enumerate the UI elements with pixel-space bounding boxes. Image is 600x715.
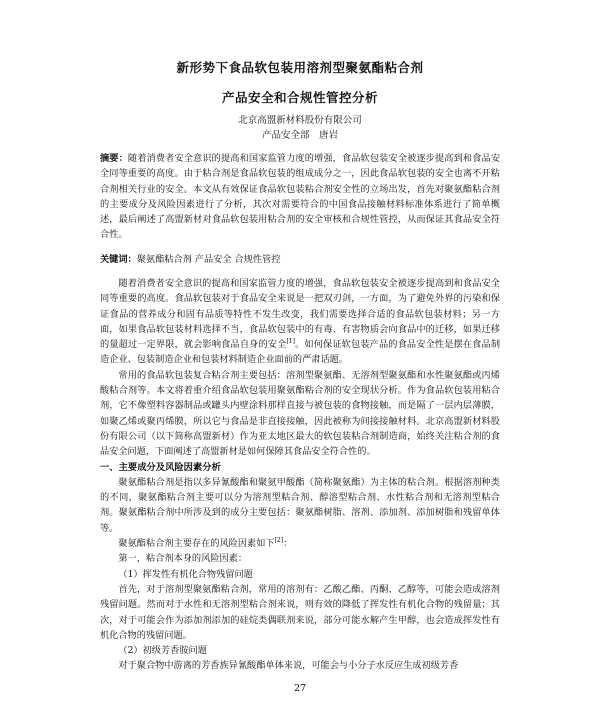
paragraph: 随着消费者安全意识的提高和国家监管力度的增强，食品软包装安全被逐步提高到和食品安全同等重要的高度。食品软包装对于食品安全来说是一把双刃剑，一方面，为了避免外界的污染和保证食品的营养成分和固有品质等特性不发生改变，我们需要选择合适的食品软包装材料；另一方面，如果食品软包装材料选择不当，食品软包装中的有毒、有害物质会向食品中的迁移，如果迁移的量超过一定界限，就会影响食品自身的安全[1]。如何保证软包装产品的食品安全性是摆在食品制造企业、包装制造企业和包装材料制造企业面前的严肃话题。	[100, 278, 501, 366]
paragraph: 第一，粘合剂本身的风险因素：	[118, 553, 248, 565]
subheading: （1）挥发性有机化合物残留问题	[118, 568, 253, 580]
body-text	[100, 276, 500, 674]
affiliation: 北京高盟新材料股份有限公司	[238, 115, 362, 126]
paper-title-line-2: 产品安全和合规性管控分析	[221, 90, 378, 105]
citation-ref: [1]	[286, 338, 295, 346]
abstract-label: 摘要：	[100, 153, 128, 164]
keywords-label: 关键词：	[100, 254, 137, 265]
abstract-text: 随着消费者安全意识的提高和国家监管力度的增强，食品软包装安全被逐步提高到和食品安全同等重要的高度。由于粘合剂是食品软包装的组成成分之一，因此食品软包装的安全也离不开粘合剂相关行业的安全。本文从有效保证食品软包装粘合剂安全性的立场出发，首先对聚氨酯粘合剂的主要成分及风险因素进行了分析，其次对需要符合的中国食品接触材料标准体系进行了简单概述，最后阐述了高盟新材对食品软包装用粘合剂的安全审核和合规性管控，从而保证其食品安全符合性。	[100, 153, 501, 241]
keywords	[100, 252, 500, 267]
paragraph: 首先，对于溶剂型聚氨酯粘合剂，常用的溶剂有：乙酸乙酯、丙酮、乙醇等，可能会造成溶剂残留问题。然而对于水性和无溶剂型粘合剂来说，则有效的降低了挥发性有机化合物的残留量；其次，对于可能会作为添加剂添加的硅烷类偶联剂来说，部分可能水解产生甲醇，也会造成挥发性有机化合物的残留问题。	[100, 583, 500, 641]
keywords-text: 聚氨酯粘合剂 产品安全 合规性管控	[136, 254, 281, 265]
authors: 产品安全部 唐岩	[261, 130, 338, 141]
subheading: （2）初级芳香胺问题	[118, 645, 207, 657]
paragraph: 聚氨酯粘合剂是指以多异氰酸酯和聚氨甲酸酯（简称聚氨酯）为主体的粘合剂。根据溶剂种类的不同，聚氨酯粘合剂主要可以分为溶剂型粘合剂、醇溶型粘合剂、水性粘合剂和无溶剂型粘合剂。聚氨酯粘合剂中所涉及到的成分主要包括：聚氨酯树脂、溶剂、添加剂、添加树脂和残留单体等。	[100, 476, 500, 534]
paragraph: 聚氨酯粘合剂主要存在的风险因素如下[2]：	[118, 536, 293, 550]
paper-title-line-1: 新形势下食品软包装用溶剂型聚氨酯粘合剂	[176, 60, 424, 75]
abstract	[100, 151, 500, 243]
section-heading: 一、主要成分及风险因素分析	[100, 461, 221, 473]
page-number: 27	[293, 683, 307, 694]
paragraph: 常用的食品软包装复合粘合剂主要包括：溶剂型聚氨酯、无溶剂型聚氨酯和水性聚氨酯或丙烯酸粘合剂等。本文将着重介绍食品软包装用聚氨酯粘合剂的安全现状分析。作为食品软包装用粘合剂，它不像塑料容器制品或罐头内壁涂料那样直接与被包装的食物接触，而是隔了一层内层薄膜，如聚乙烯或聚丙烯膜，所以它与食品是非直接接触，因此被称为间接接触材料。北京高盟新材料股份有限公司（以下简称高盟新材）作为亚太地区最大的软包装粘合剂制造商，始终关注粘合剂的食品安全问题，下面阐述了高盟新材是如何保障其食品安全符合性的。	[100, 369, 500, 458]
paragraph: 对于聚合物中游离的芳香族异氰酸酯单体来说，可能会与小分子水反应生成初级芳香	[118, 660, 459, 672]
citation-ref: [2]	[274, 536, 284, 544]
